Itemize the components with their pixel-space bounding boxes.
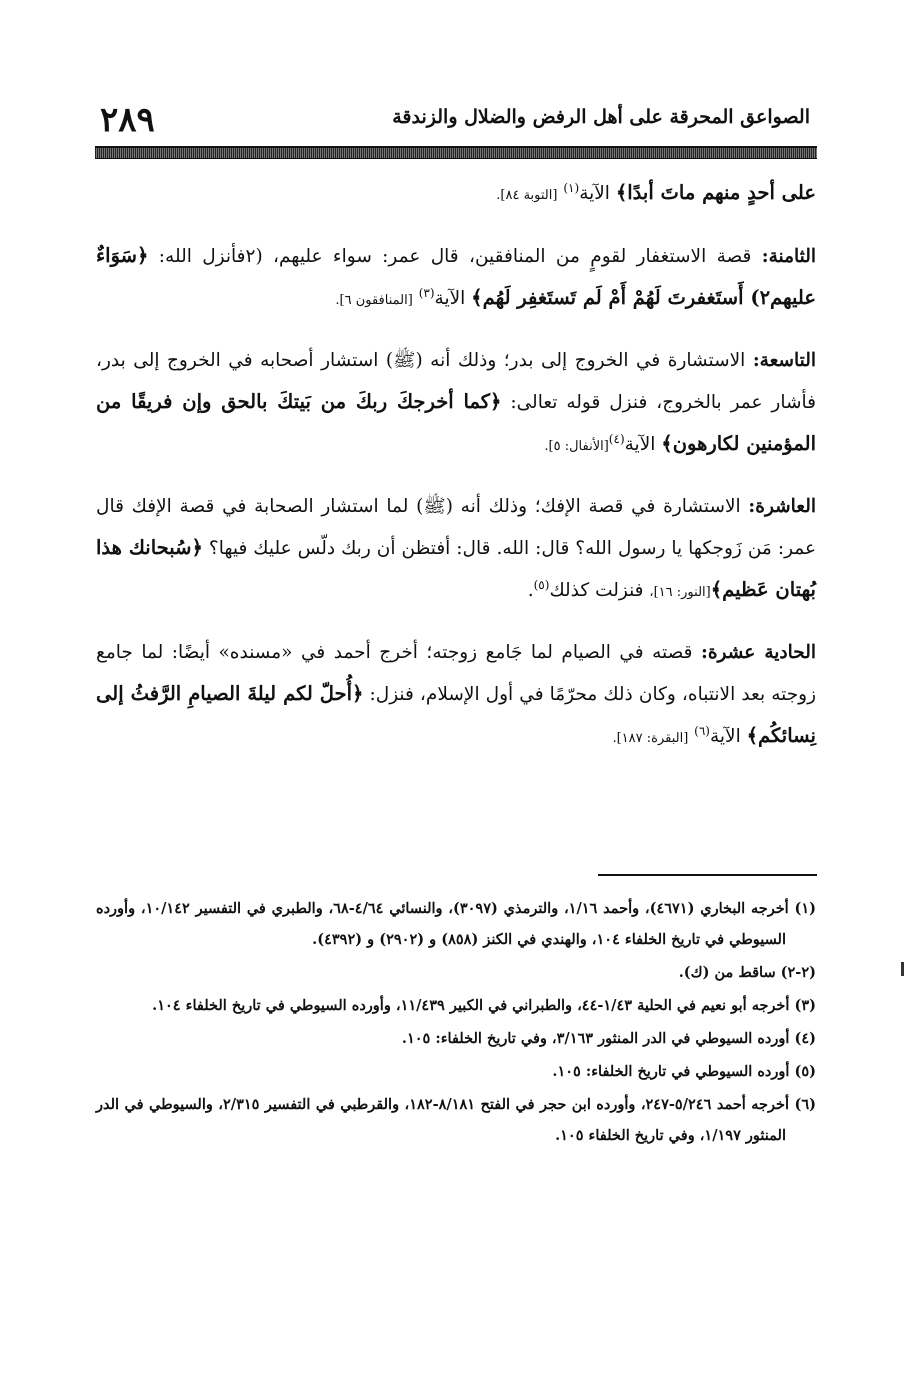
footnote-item: (٤) أورده السيوطي في الدر المنثور ٣/١٦٣، وفي تاريخ الخلفاء: ١٠٥. — [401, 1030, 816, 1047]
footnotes — [96, 893, 816, 1153]
paragraph-text: الاستشارة في قصة الإفك؛ وذلك أنه (ﷺ) لما استشار الصحابة في قصة الإفك قال عمر: مَن زَوجكها يا رسول الله؟ قال: الله. قال: أفتظن أن ربك دلّس عليك فيها؟ — [96, 496, 817, 559]
page-number: ٢٨٩ — [100, 100, 155, 140]
paragraph-text: الاستشارة في الخروج إلى بدر؛ وذلك أنه (ﷺ) استشار أصحابه في الخروج إلى بدر، فأشار عمر بالخروج، فنزل قوله تعالى: — [96, 350, 816, 413]
verse-label: الآية — [624, 434, 662, 455]
footnote-marker: (٦) — [694, 723, 710, 738]
quran-verse: ﴿أُحلّ لكم ليلةَ الصيامِ الرَّفثُ إلى نِسائكُم﴾ — [96, 682, 816, 747]
verse-reference: [التوبة ٨٤]. — [496, 188, 558, 203]
footnote-item: (٣) أخرجه أبو نعيم في الحلية ١/٤٣-٤٤، والطبراني في الكبير ١١/٤٣٩، وأورده السيوطي في تاريخ الخلفاء ١٠٤. — [152, 997, 816, 1014]
verse-label: الآية — [434, 288, 472, 309]
footnote-rule — [598, 874, 817, 876]
footnote-marker: (٤) — [608, 431, 625, 446]
header-rule — [95, 146, 817, 159]
running-title: الصواعق المحرقة على أهل الرفض والضلال والزندقة — [392, 106, 810, 128]
paragraph-heading: العاشرة: — [748, 496, 816, 517]
paragraph-continuation — [96, 172, 816, 216]
footnote-marker: (٥) — [533, 577, 550, 592]
quran-verse: ﴿سُبحانك هذا بُهتان عَظيم﴾ — [96, 536, 816, 601]
paragraph-heading: الحادية عشرة: — [701, 642, 816, 663]
quran-verse: ﴿كما أخرجكَ ربكَ من بَيتكَ بالحق وإن فريقًا من المؤمنين لكارهون﴾ — [96, 390, 816, 455]
footnote-item: (١) أخرجه البخاري (٤٦٧١)، وأحمد ١/١٦، والترمذي (٣٠٩٧)، والنسائي ٤/٦٤-٦٨، والطبري في التفسير ١٠/١٤٢، وأورده السيوطي في تاريخ الخلفاء ١٠٤، والهندي في الكنز (٨٥٨) و (٢٩٠٢) و (٤٣٩٢). — [96, 900, 817, 948]
verse-reference: [البقرة: ١٨٧]. — [612, 731, 689, 746]
footnote-item: (٥) أورده السيوطي في تاريخ الخلفاء: ١٠٥. — [552, 1063, 816, 1080]
verse-label: الآية — [579, 183, 616, 204]
paragraph-ninth — [96, 340, 816, 467]
footnote-marker: (١) — [563, 180, 580, 195]
main-text — [96, 172, 816, 759]
paragraph-heading: الثامنة: — [761, 246, 816, 267]
paragraph-text-end: فنزلت كذلك — [549, 580, 650, 601]
verse-reference: [المنافقون ٦]. — [335, 293, 413, 308]
footnote-item: (٦) أخرجه أحمد ٥/٢٤٦-٢٤٧، وأورده ابن حجر في الفتح ٨/١٨١-١٨٢، والقرطبي في التفسير ٢/٣١٥، والسيوطي في الدر المنثور ١/١٩٧، وفي تاريخ الخلفاء ١٠٥. — [96, 1096, 816, 1144]
footnote-item: (٢-٢) ساقط من (ك). — [678, 964, 816, 981]
paragraph-heading: التاسعة: — [752, 350, 816, 371]
paragraph-tenth — [96, 486, 816, 613]
footnote-marker: (٣) — [418, 285, 435, 300]
quran-verse: ﴿سَوَاءٌ عليهم٢) أَستَغفرتَ لَهُمْ أَمْ لَم تَستَغفِر لَهُم﴾ — [96, 244, 816, 309]
page-header — [100, 96, 810, 140]
paragraph-text: قصة الاستغفار لقومٍ من المنافقين، قال عمر: سواء عليهم، (٢فأنزل الله: — [148, 246, 762, 267]
verse-reference: [الأنفال: ٥]. — [544, 439, 609, 454]
verse-label: الآية — [709, 726, 747, 747]
full-stop: . — [527, 580, 534, 601]
scan-mark — [901, 962, 904, 976]
quran-verse: على أحدٍ منهم ماتَ أبدًا﴾ — [615, 181, 816, 204]
paragraph-eighth — [96, 235, 816, 321]
paragraph-eleventh — [96, 632, 816, 759]
verse-reference: [النور: ١٦]، — [649, 585, 711, 600]
paragraph-text: قصته في الصيام لما جَامع زوجته؛ أخرج أحمد في «مسنده» أيضًا: لما جامع زوجته بعد الانتباه، وكان ذلك محرّمًا في أول الإسلام، فنزل: — [96, 642, 817, 705]
